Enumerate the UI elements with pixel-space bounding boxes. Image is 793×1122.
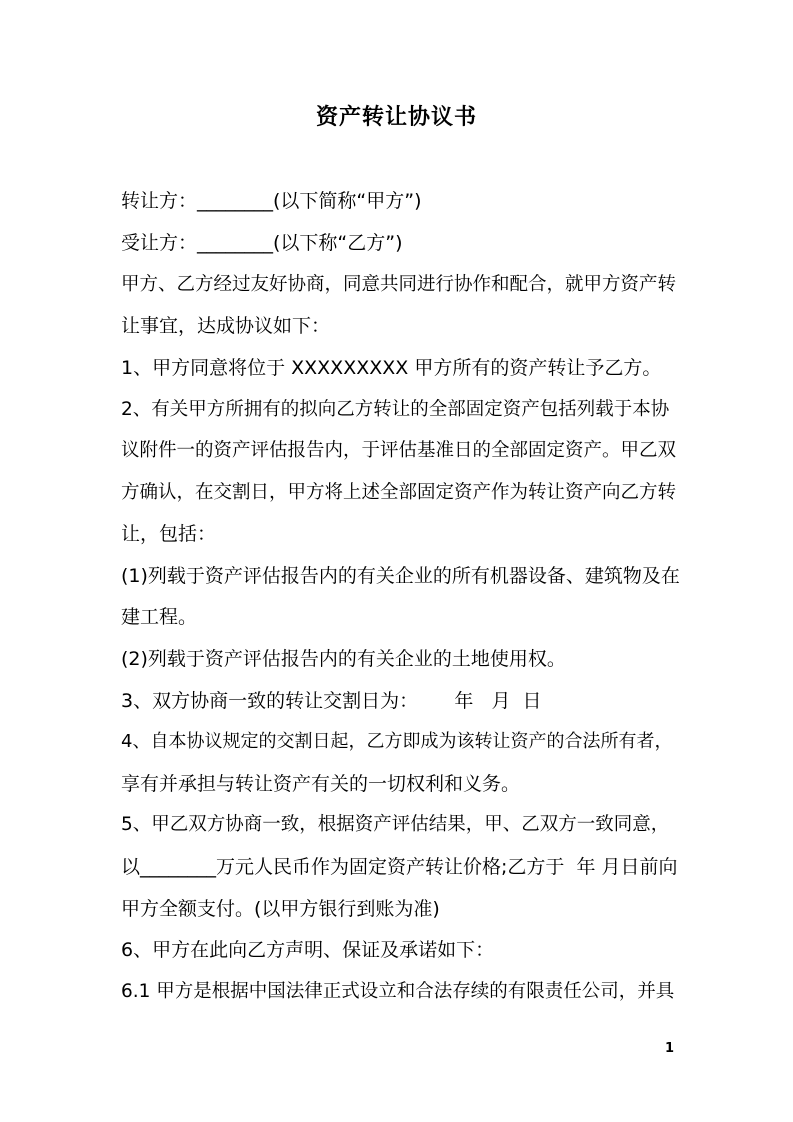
text-line: 让，包括： — [121, 523, 217, 545]
text-line: 建工程。 — [121, 606, 198, 628]
text-line: 议附件一的资产评估报告内，于评估基准日的全部固定资产。甲乙双 — [121, 440, 677, 461]
page-number: 1 — [665, 1041, 675, 1056]
text-line: (1)列载于资产评估报告内的有关企业的所有机器设备、建筑物及在 — [121, 565, 680, 587]
text-line: 4、自本协议规定的交割日起，乙方即成为该转让资产的合法所有者， — [121, 731, 673, 752]
text-line: 2、有关甲方所拥有的拟向乙方转让的全部固定资产包括列载于本协 — [121, 399, 670, 420]
text-line: 受让方：________(以下称“乙方”) — [121, 232, 403, 254]
text-line: 转让方：________(以下简称“甲方”) — [121, 190, 422, 212]
text-line: 5、甲乙双方协商一致，根据资产评估结果，甲、乙双方一致同意， — [121, 814, 670, 835]
document-title: 资产转让协议书 — [315, 105, 477, 130]
text-line: 让事宜，达成协议如下： — [121, 315, 331, 337]
text-line: 6.1 甲方是根据中国法律正式设立和合法存续的有限责任公司，并具 — [121, 981, 675, 1002]
text-line: 方确认，在交割日，甲方将上述全部固定资产作为转让资产向乙方转 — [121, 482, 677, 503]
text-line: (2)列载于资产评估报告内的有关企业的土地使用权。 — [121, 648, 566, 670]
text-line: 甲方、乙方经过友好协商，同意共同进行协作和配合，就甲方资产转 — [121, 274, 677, 295]
text-line: 1、甲方同意将位于 XXXXXXXXX 甲方所有的资产转让予乙方。 — [121, 357, 662, 379]
text-line: 享有并承担与转让资产有关的一切权利和义务。 — [121, 773, 521, 795]
text-line: 3、双方协商一致的转让交割日为： 年 月 日 — [121, 690, 542, 712]
text-line: 以________万元人民币作为固定资产转让价格;乙方于 年 月日前向 — [121, 856, 678, 878]
text-line: 6、甲方在此向乙方声明、保证及承诺如下： — [121, 939, 495, 961]
text-line: 甲方全额支付。(以甲方银行到账为准) — [121, 898, 440, 920]
